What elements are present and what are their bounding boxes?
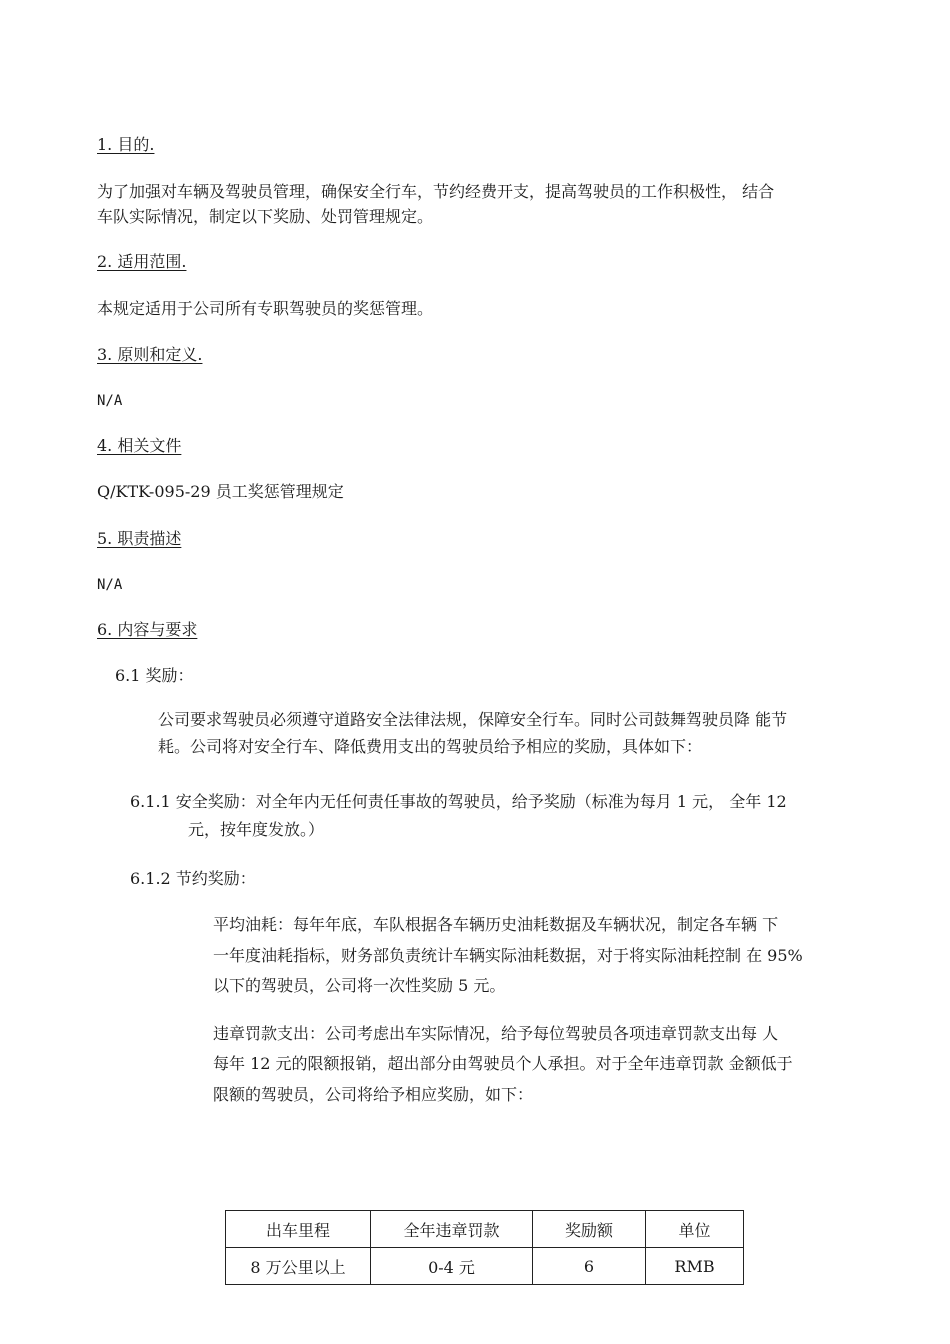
fine-text-line-3: 限额的驾驶员，公司将给予相应奖励，如下：: [213, 1085, 534, 1104]
table-header-cell: 全年违章罚款: [371, 1211, 533, 1248]
subsection-6-1-1-line-1: 6.1.1 安全奖励：对全年内无任何责任事故的驾驶员，给予奖励（标准为每月 1 元， 全年 12: [130, 792, 787, 811]
section-4-heading: 4. 相关文件: [97, 436, 182, 455]
section-5-heading: 5. 职责描述: [97, 529, 182, 548]
table-row: [226, 1248, 744, 1285]
table-cell: 6: [533, 1248, 646, 1285]
table-header-row: [226, 1211, 744, 1248]
section-3-heading: 3. 原则和定义.: [97, 345, 203, 364]
section-2-text: 本规定适用于公司所有专职驾驶员的奖惩管理。: [97, 299, 434, 318]
table-cell: 8 万公里以上: [226, 1248, 371, 1285]
table-cell: RMB: [646, 1248, 744, 1285]
section-1-text-line-2: 车队实际情况，制定以下奖励、处罚管理规定。: [97, 207, 434, 226]
section-1-heading: 1. 目的.: [97, 135, 155, 154]
subsection-6-1-2-heading: 6.1.2 节约奖励：: [130, 869, 256, 888]
subsection-6-1-text-line-1: 公司要求驾驶员必须遵守道路安全法律法规，保障安全行车。同时公司鼓舞驾驶员降 能节: [158, 710, 788, 729]
table-header-cell: 奖励额: [533, 1211, 646, 1248]
fuel-text-line-1: 平均油耗：每年年底，车队根据各车辆历史油耗数据及车辆状况，制定各车辆 下: [213, 915, 779, 934]
subsection-6-1-heading: 6.1 奖励：: [115, 666, 194, 685]
section-3-text: N/A: [97, 393, 123, 409]
section-4-text: Q/KTK-095-29 员工奖惩管理规定: [97, 482, 344, 501]
fuel-text-line-3: 以下的驾驶员，公司将一次性奖励 5 元。: [213, 976, 506, 995]
section-2-heading: 2. 适用范围.: [97, 252, 187, 271]
fine-text-line-2: 每年 12 元的限额报销，超出部分由驾驶员个人承担。对于全年违章罚款 金额低于: [213, 1054, 793, 1073]
fine-text-line-1: 违章罚款支出：公司考虑出车实际情况，给予每位驾驶员各项违章罚款支出每 人: [213, 1024, 779, 1043]
table-header-cell: 单位: [646, 1211, 744, 1248]
table-header-cell: 出车里程: [226, 1211, 371, 1248]
subsection-6-1-text-line-2: 耗。公司将对安全行车、降低费用支出的驾驶员给予相应的奖励，具体如下：: [158, 737, 703, 756]
reward-table: [225, 1210, 744, 1285]
table-cell: 0-4 元: [371, 1248, 533, 1285]
subsection-6-1-1-line-2: 元，按年度发放。）: [188, 820, 325, 839]
section-1-text-line-1: 为了加强对车辆及驾驶员管理，确保安全行车，节约经费开支，提高驾驶员的工作积极性， 结合: [97, 182, 775, 201]
section-5-text: N/A: [97, 577, 123, 593]
fuel-text-line-2: 一年度油耗指标，财务部负责统计车辆实际油耗数据，对于将实际油耗控制 在 95%: [213, 946, 803, 965]
section-6-heading: 6. 内容与要求: [97, 620, 198, 639]
